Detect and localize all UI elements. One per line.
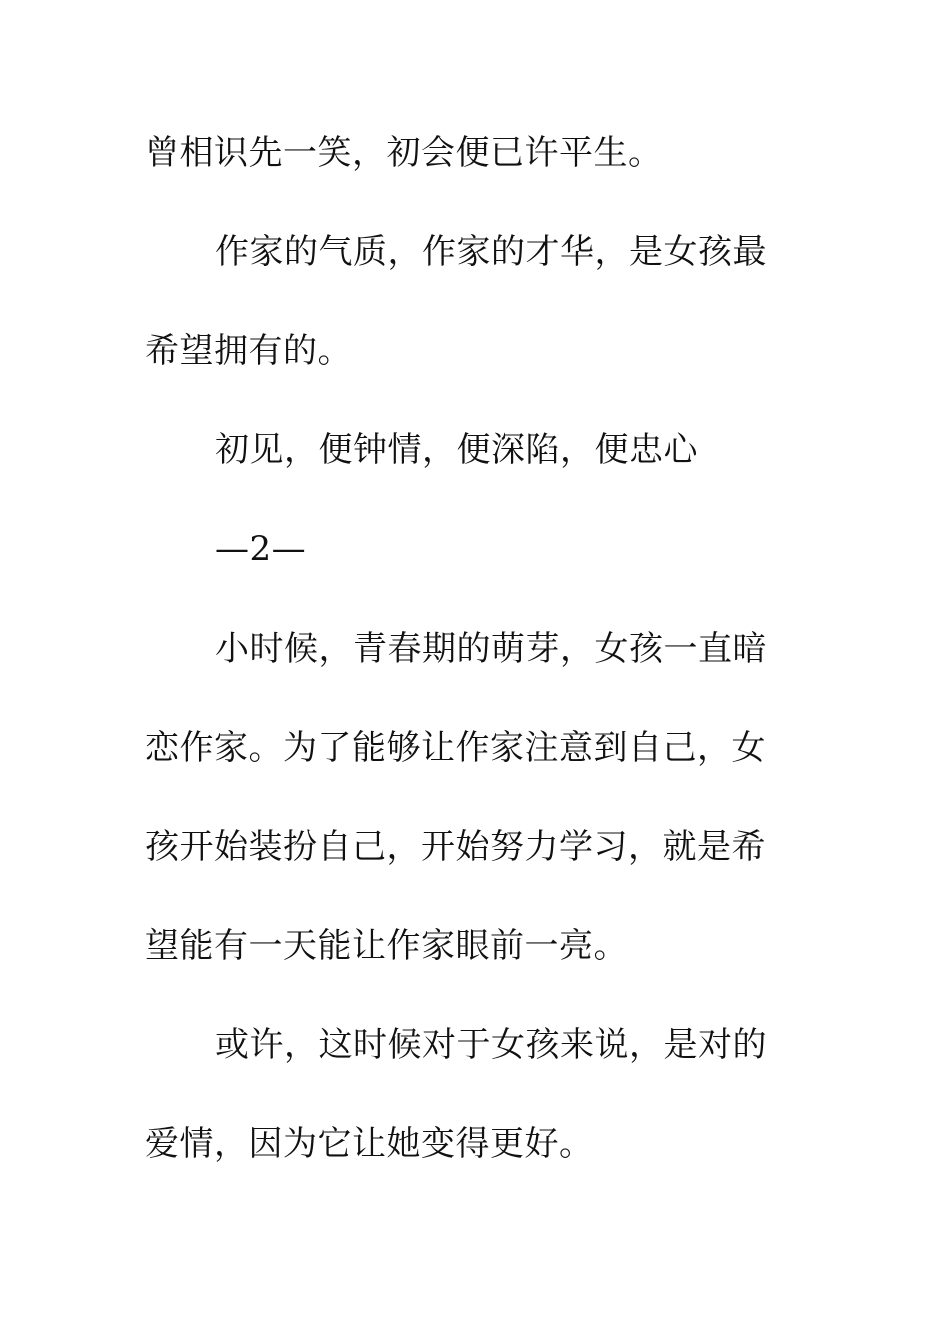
- paragraph-start-line: 或许，这时候对于女孩来说，是对的: [215, 1025, 767, 1065]
- text-line: 恋作家。为了能够让作家注意到自己，女: [145, 728, 766, 768]
- text-line: 希望拥有的。: [145, 331, 352, 371]
- text-line: 孩开始装扮自己，开始努力学习，就是希: [145, 827, 766, 867]
- text-line: 爱情，因为它让她变得更好。: [145, 1124, 594, 1164]
- paragraph-start-line: 初见，便钟情，便深陷，便忠心: [215, 430, 698, 470]
- text-line: 曾相识先一笑，初会便已许平生。: [145, 133, 663, 173]
- text-line: 望能有一天能让作家眼前一亮。: [145, 926, 628, 966]
- paragraph-start-line: 作家的气质，作家的才华，是女孩最: [215, 232, 767, 272]
- section-number: —2—: [215, 529, 307, 569]
- paragraph-start-line: 小时候，青春期的萌芽，女孩一直暗: [215, 629, 767, 669]
